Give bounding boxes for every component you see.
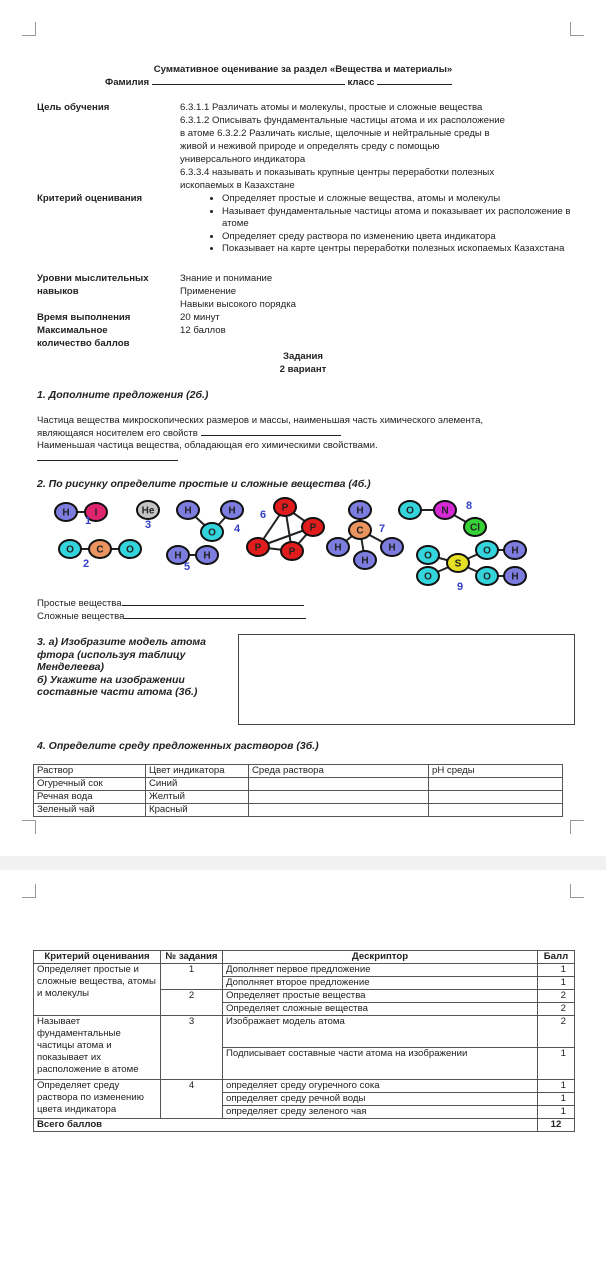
surname-field[interactable] bbox=[152, 76, 345, 85]
answer-cell[interactable] bbox=[249, 791, 429, 804]
task-number-cell: 3 bbox=[161, 1016, 223, 1080]
cell: Зеленый чай bbox=[34, 804, 146, 817]
col-header: № задания bbox=[161, 951, 223, 964]
crop-mark bbox=[570, 820, 584, 834]
atom-o bbox=[399, 501, 421, 519]
svg-text:H: H bbox=[174, 550, 182, 562]
svg-text:H: H bbox=[203, 550, 211, 562]
task2-title: 2. По рисунку определите простые и сложные вещества (4б.) bbox=[37, 478, 371, 490]
atom-he bbox=[137, 501, 159, 519]
descriptor-cell: определяет среду речной воды bbox=[223, 1093, 538, 1106]
document-title: Суммативное оценивание за раздел «Вещества и материалы» bbox=[153, 64, 453, 75]
svg-text:P: P bbox=[281, 502, 289, 514]
score-cell: 1 bbox=[538, 1093, 575, 1106]
atom-o bbox=[59, 540, 81, 558]
molecule-number: 5 bbox=[183, 561, 191, 573]
score-cell: 1 bbox=[538, 1080, 575, 1093]
svg-text:H: H bbox=[361, 555, 369, 567]
crop-mark bbox=[570, 884, 584, 898]
descriptor-cell: определяет среду зеленого чая bbox=[223, 1106, 538, 1119]
goal-text bbox=[180, 101, 570, 192]
molecule-number: 2 bbox=[82, 558, 90, 570]
descriptor-cell: Дополняет первое предложение bbox=[223, 964, 538, 977]
complex-label: Сложные вещества bbox=[37, 611, 125, 622]
goal-line: 6.3.3.4 называть и показывать крупные центры переработки полезных bbox=[180, 167, 495, 178]
score-cell: 2 bbox=[538, 990, 575, 1003]
criteria-label: Критерий оценивания bbox=[37, 193, 143, 204]
answer-cell[interactable] bbox=[429, 804, 563, 817]
task3-line: б) Укажите на изображении bbox=[37, 673, 185, 686]
answer-field[interactable] bbox=[201, 427, 341, 436]
cell: Желтый bbox=[146, 791, 249, 804]
answer-cell[interactable] bbox=[429, 778, 563, 791]
time-label: Время выполнения bbox=[37, 312, 131, 323]
svg-text:Cl: Cl bbox=[470, 522, 480, 534]
col-header: Балл bbox=[538, 951, 575, 964]
col-header: pH среды bbox=[429, 765, 563, 778]
svg-text:C: C bbox=[356, 525, 364, 537]
descriptor-cell: определяет среду огуречного сока bbox=[223, 1080, 538, 1093]
answer-cell[interactable] bbox=[249, 778, 429, 791]
name-line bbox=[105, 76, 452, 88]
task3-line: фтора (используя таблицу bbox=[37, 648, 186, 661]
svg-text:O: O bbox=[66, 544, 74, 556]
goal-line: живой и неживой природе и определять среду с помощью bbox=[180, 141, 440, 152]
molecule-number: 1 bbox=[84, 515, 92, 527]
atom-h bbox=[196, 546, 218, 564]
atom-h bbox=[504, 567, 526, 585]
rubric-table bbox=[33, 950, 575, 1132]
atom-h bbox=[504, 541, 526, 559]
atom-c bbox=[349, 521, 371, 539]
atom-h bbox=[381, 538, 403, 556]
atom-s bbox=[447, 554, 469, 572]
atom-o bbox=[201, 523, 223, 541]
rubric-row bbox=[34, 964, 575, 977]
descriptor-cell: Подписывает составные части атома на изображении bbox=[223, 1048, 538, 1080]
atom-h bbox=[349, 501, 371, 519]
answer-cell[interactable] bbox=[249, 804, 429, 817]
task2-answers bbox=[37, 597, 306, 623]
max-label-line: количество баллов bbox=[37, 338, 130, 349]
max-label bbox=[37, 324, 129, 350]
task1-body bbox=[37, 415, 582, 465]
solutions-table bbox=[33, 764, 563, 817]
answer-field[interactable] bbox=[37, 452, 178, 461]
score-cell: 1 bbox=[538, 977, 575, 990]
crop-mark bbox=[22, 22, 36, 36]
svg-text:P: P bbox=[288, 546, 296, 558]
criterion-cell: Определяет простые и сложные вещества, атомы и молекулы bbox=[34, 964, 161, 1016]
svg-text:H: H bbox=[388, 542, 396, 554]
levels-label-line: Уровни мыслительных bbox=[37, 273, 149, 284]
atom-h bbox=[221, 501, 243, 519]
criterion-cell: Определяет среду раствора по изменению цвета индикатора bbox=[34, 1080, 161, 1119]
simple-label: Простые вещества bbox=[37, 598, 122, 609]
level-item: Применение bbox=[180, 286, 237, 297]
variant: 2 вариант bbox=[279, 364, 327, 375]
goal-line: универсального индикатора bbox=[180, 154, 306, 165]
criteria-list bbox=[200, 193, 595, 256]
atom-h bbox=[55, 503, 77, 521]
class-field[interactable] bbox=[377, 76, 452, 85]
task1-line: являющаяся носителем его свойств bbox=[37, 428, 198, 439]
svg-text:C: C bbox=[96, 544, 104, 556]
molecule-number: 6 bbox=[259, 509, 267, 521]
max-label-line: Максимальное bbox=[37, 325, 108, 336]
task-number-cell: 1 bbox=[161, 964, 223, 990]
svg-text:P: P bbox=[254, 542, 262, 554]
svg-text:O: O bbox=[126, 544, 134, 556]
drawing-box[interactable] bbox=[238, 634, 575, 725]
criteria-item: • Определяет среду раствора по изменению цвета индикатора bbox=[222, 231, 595, 244]
table-row bbox=[34, 791, 563, 804]
crop-mark bbox=[570, 22, 584, 36]
atom-p bbox=[302, 518, 324, 536]
atom-o bbox=[417, 567, 439, 585]
descriptor-cell: Изображает модель атома bbox=[223, 1016, 538, 1048]
svg-text:O: O bbox=[483, 571, 491, 583]
cell: Речная вода bbox=[34, 791, 146, 804]
task3-text bbox=[37, 636, 206, 699]
col-header: Дескриптор bbox=[223, 951, 538, 964]
criteria-item: • Определяет простые и сложные вещества, атомы и молекулы bbox=[222, 193, 595, 206]
svg-text:He: He bbox=[141, 505, 155, 517]
levels-list bbox=[180, 272, 570, 311]
score-cell: 1 bbox=[538, 1106, 575, 1119]
level-item: Знание и понимание bbox=[180, 273, 273, 284]
svg-text:O: O bbox=[424, 571, 432, 583]
atom-cl bbox=[464, 518, 486, 536]
atom-p bbox=[247, 538, 269, 556]
cell: Синий bbox=[146, 778, 249, 791]
answer-cell[interactable] bbox=[429, 791, 563, 804]
svg-text:S: S bbox=[454, 558, 462, 570]
task1-line: Наименьшая частица вещества, обладающая его химическими свойствами. bbox=[37, 440, 378, 451]
svg-text:H: H bbox=[334, 542, 342, 554]
cell: Красный bbox=[146, 804, 249, 817]
task3-line: составные части атома (3б.) bbox=[37, 686, 198, 698]
descriptor-cell: Дополняет второе предложение bbox=[223, 977, 538, 990]
task-number-cell: 2 bbox=[161, 990, 223, 1016]
molecules-figure bbox=[0, 490, 606, 600]
task-number-cell: 4 bbox=[161, 1080, 223, 1119]
rubric-row bbox=[34, 1080, 575, 1093]
goal-line: в атоме 6.3.2.2 Различать кислые, щелочные и нейтральные среды в bbox=[180, 128, 490, 139]
atom-p bbox=[274, 498, 296, 516]
time-value: 20 минут bbox=[180, 312, 220, 323]
atom-o bbox=[476, 541, 498, 559]
levels-label-line: навыков bbox=[37, 286, 79, 297]
criteria-item: • Показывает на карте центры переработки полезных ископаемых Казахстана bbox=[222, 243, 595, 256]
col-header: Цвет индикатора bbox=[146, 765, 249, 778]
atom-h bbox=[327, 538, 349, 556]
molecule-number: 9 bbox=[456, 581, 464, 593]
score-cell: 2 bbox=[538, 1016, 575, 1048]
task1-line: Частица вещества микроскопических размеров и массы, наименьшая часть химического элемента, bbox=[37, 415, 484, 426]
goal-line: 6.3.1.1 Различать атомы и молекулы, простые и сложные вещества bbox=[180, 102, 483, 113]
simple-field[interactable] bbox=[122, 597, 304, 606]
col-header: Раствор bbox=[34, 765, 146, 778]
svg-text:H: H bbox=[511, 571, 519, 583]
molecule-number: 8 bbox=[465, 500, 473, 512]
level-item: Навыки высокого порядка bbox=[180, 299, 296, 310]
svg-text:H: H bbox=[228, 505, 236, 517]
svg-text:N: N bbox=[441, 505, 449, 517]
atom-p bbox=[281, 542, 303, 560]
complex-field[interactable] bbox=[124, 610, 306, 619]
atom-h bbox=[177, 501, 199, 519]
svg-text:I: I bbox=[94, 507, 98, 519]
score-cell: 1 bbox=[538, 1048, 575, 1080]
col-header: Критерий оценивания bbox=[34, 951, 161, 964]
svg-text:H: H bbox=[62, 507, 70, 519]
rubric-row bbox=[34, 1016, 575, 1048]
page-2 bbox=[0, 870, 606, 1280]
goal-line: 6.3.1.2 Описывать фундаментальные частицы атома и их расположение bbox=[180, 115, 505, 126]
svg-text:P: P bbox=[309, 522, 317, 534]
class-label: класс bbox=[347, 77, 375, 88]
score-cell: 1 bbox=[538, 964, 575, 977]
svg-text:H: H bbox=[184, 505, 192, 517]
levels-label bbox=[37, 272, 149, 298]
svg-text:H: H bbox=[356, 505, 364, 517]
molecule-number: 4 bbox=[233, 523, 241, 535]
crop-mark bbox=[22, 884, 36, 898]
molecule-number: 3 bbox=[144, 519, 152, 531]
task3-line: 3. а) Изобразите модель атома bbox=[37, 636, 206, 648]
task1-title: 1. Дополните предложения (2б.) bbox=[37, 389, 209, 401]
svg-text:O: O bbox=[424, 550, 432, 562]
svg-text:O: O bbox=[483, 545, 491, 557]
atom-o bbox=[119, 540, 141, 558]
score-cell: 2 bbox=[538, 1003, 575, 1016]
col-header: Среда раствора bbox=[249, 765, 429, 778]
crop-mark bbox=[22, 820, 36, 834]
atom-o bbox=[476, 567, 498, 585]
task4-title: 4. Определите среду предложенных растворов (3б.) bbox=[37, 740, 319, 752]
atom-n bbox=[434, 501, 456, 519]
atom-c bbox=[89, 540, 111, 558]
surname-label: Фамилия bbox=[105, 77, 150, 88]
atom-h bbox=[354, 551, 376, 569]
total-value: 12 bbox=[538, 1119, 575, 1132]
svg-text:H: H bbox=[511, 545, 519, 557]
goal-label: Цель обучения bbox=[37, 102, 110, 113]
goal-line: ископаемых в Казахстане bbox=[180, 180, 295, 191]
task3-line: Менделеева) bbox=[37, 661, 104, 673]
cell: Огуречный сок bbox=[34, 778, 146, 791]
svg-text:O: O bbox=[406, 505, 414, 517]
criterion-cell: Называет фундаментальные частицы атома и показывает их расположение в атоме bbox=[34, 1016, 161, 1080]
total-label: Всего баллов bbox=[34, 1119, 538, 1132]
max-value: 12 баллов bbox=[180, 325, 226, 336]
table-row bbox=[34, 804, 563, 817]
tasks-title: Задания bbox=[282, 351, 324, 362]
table-row bbox=[34, 778, 563, 791]
molecule-number: 7 bbox=[378, 523, 386, 535]
descriptor-cell: Определяет сложные вещества bbox=[223, 1003, 538, 1016]
tasks-heading bbox=[0, 350, 606, 376]
criteria-item: • Называет фундаментальные частицы атома и показывает их расположение в атоме bbox=[222, 206, 595, 231]
atom-o bbox=[417, 546, 439, 564]
svg-text:O: O bbox=[208, 527, 216, 539]
descriptor-cell: Определяет простые вещества bbox=[223, 990, 538, 1003]
